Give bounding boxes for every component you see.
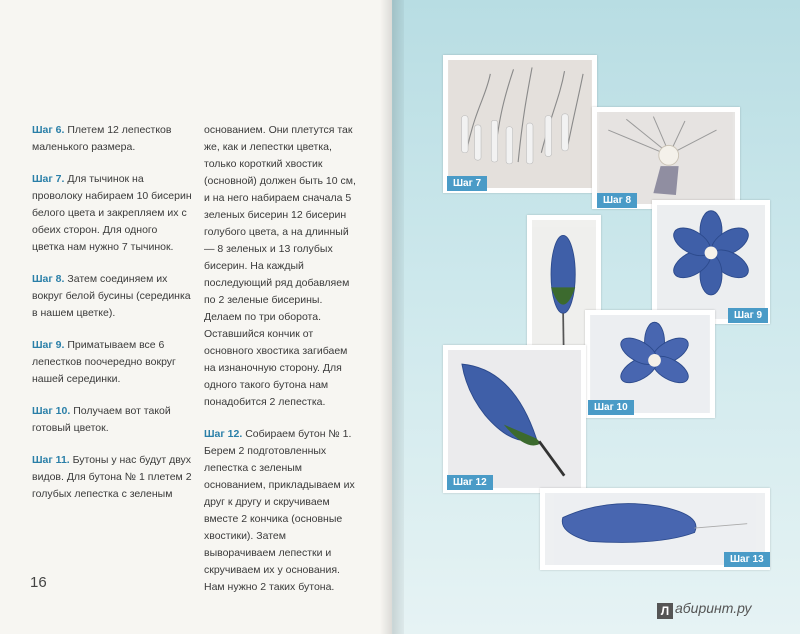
step-7-paragraph: [32, 171, 192, 256]
step-8-paragraph: [32, 271, 192, 322]
step-11-paragraph: [32, 452, 192, 503]
step-text: Собираем бутон № 1. Берем 2 подготовленных лепестка с зеленым основанием, прикладываем их друг к другу и скручиваем вместе 2 кончика (основные хвостики). Затем выворачиваем лепестки и скручиваем их у основания. Нам нужно 2 таких бутона.: [204, 428, 355, 593]
step-text: Затем соединяем их вокруг белой бусины (серединка в нашем цветке).: [32, 273, 191, 319]
step-heading: Шаг 6.: [32, 124, 65, 136]
step-10-label: Шаг 10: [588, 400, 634, 415]
assembled-flower-illustration: [590, 315, 710, 413]
step-text: Получаем вот такой готовый цветок.: [32, 405, 171, 434]
step-heading: Шаг 11.: [32, 454, 70, 466]
flower-illustration: [657, 205, 765, 319]
step-heading: Шаг 8.: [32, 273, 65, 285]
step-9-paragraph: [32, 337, 192, 388]
step-text: Приматываем все 6 лепестков поочередно вокруг нашей серединки.: [32, 339, 176, 385]
stamens-illustration: [448, 60, 592, 188]
logo-mark-icon: Л: [657, 603, 673, 619]
step-7-label: Шаг 7: [447, 176, 487, 191]
step-text: Для тычинок на проволоку набираем 10 бисерин белого цвета и закрепляем их с обеих сторон. Для одного цветка нам нужно 7 тычинок.: [32, 173, 192, 253]
step-9-label: Шаг 9: [728, 308, 768, 323]
step-13-label: Шаг 13: [724, 552, 770, 567]
page-number: 16: [30, 574, 47, 591]
text-column-1: [32, 122, 192, 518]
step-9-photo: [652, 200, 770, 324]
step-6-paragraph: [32, 122, 192, 156]
text-column-2: [204, 122, 360, 611]
step-12-paragraph: [204, 426, 360, 596]
step-8-label: Шаг 8: [597, 193, 637, 208]
step-heading: Шаг 10.: [32, 405, 71, 417]
labirint-logo: [657, 600, 751, 619]
two-petal-bud-illustration: [448, 350, 581, 488]
step-11-continued-paragraph: [204, 122, 360, 411]
step-heading: Шаг 7.: [32, 173, 65, 185]
book-gutter: [380, 0, 404, 634]
step-10-paragraph: [32, 403, 192, 437]
step-12-label: Шаг 12: [447, 475, 493, 490]
left-page: [0, 0, 392, 634]
stamen-bundle-illustration: [597, 112, 735, 204]
step-text: Бутоны у нас будут двух видов. Для бутона № 1 плетем 2 голубых лепестка с зеленым: [32, 454, 192, 500]
step-12-photo: [443, 345, 586, 493]
step-heading: Шаг 9.: [32, 339, 65, 351]
step-text: основанием. Они плетутся так же, как и лепестки цветка, только короткий хвостик (основной) должен быть 10 см, и на него набираем сначала 5 зеленых бисерин 12 бисерин голубого цвета, а на длинный — 8 зеленых и 13 голубых бисерин. На каждый последующий ряд добавляем по 2 зеленые бисерины. Делаем по три оборота. Оставшийся кончик от основного хвостика загибаем на изнаночную сторону. Для одного такого бутона нам понадобится 2 лепестка.: [204, 124, 356, 408]
logo-text: абиринт.ру: [675, 600, 752, 616]
step-heading: Шаг 12.: [204, 428, 243, 440]
step-7-photo: [443, 55, 597, 193]
step-text: Плетем 12 лепестков маленького размера.: [32, 124, 172, 153]
